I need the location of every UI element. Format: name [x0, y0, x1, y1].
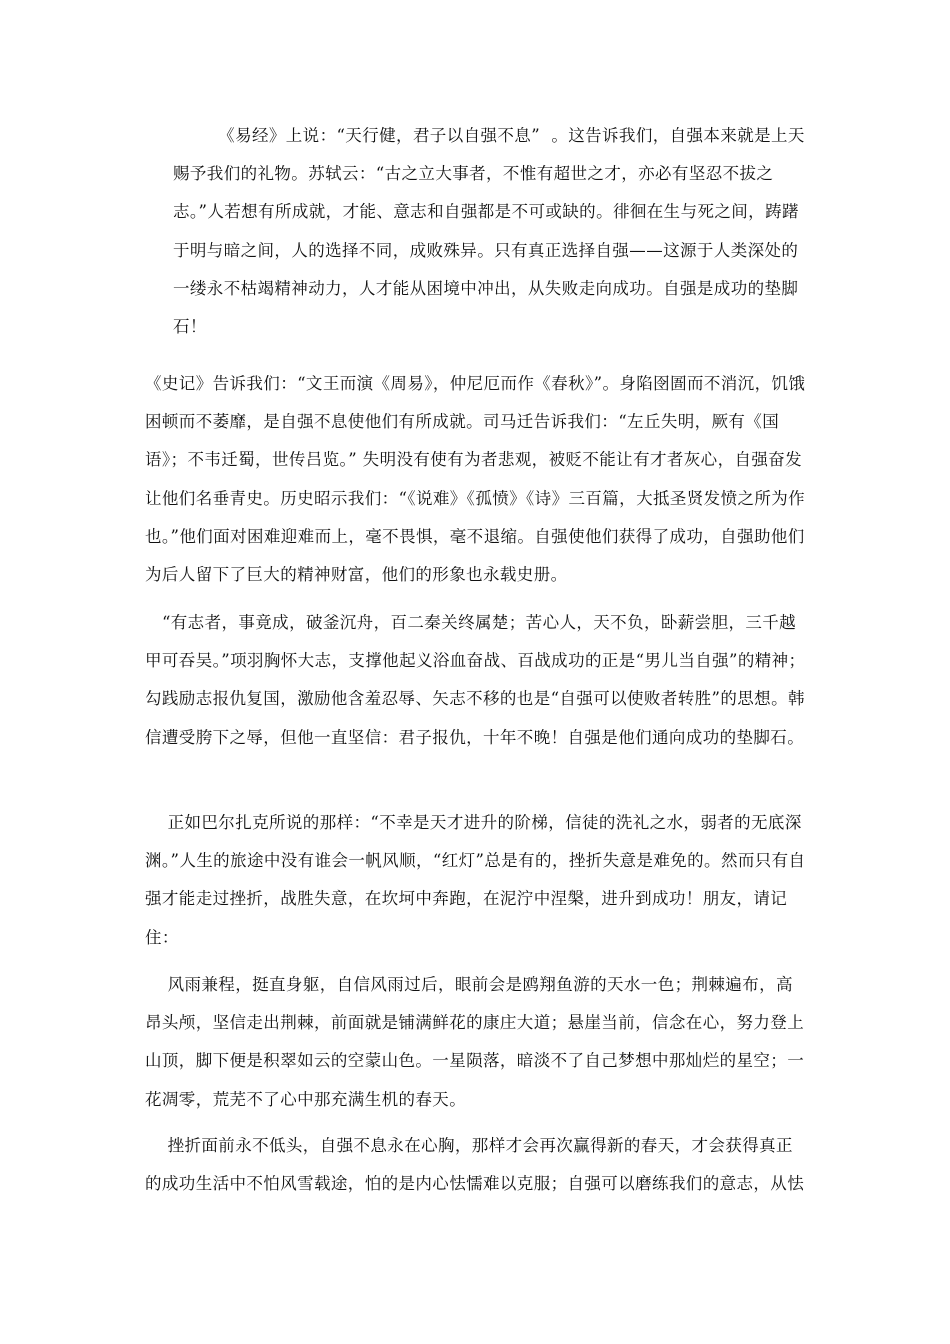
paragraph-2: 《史记》告诉我们：“文王而演《周易》，仲尼厄而作《春秋》”。身陷囹圄而不消沉，饥饿困顿而不萎靡，是自强不息使他们有所成就。司马迁告诉我们：“左丘失明，厥有《国语》；不韦迁蜀，世传吕览。” 失明没有使有为者悲观，被贬不能让有才者灰心，自强奋发让他们名垂青史。历史昭示我们：“《说难》《孤愤》《诗》三百篇，大抵圣贤发愤之所为作也。”他们面对困难迎难而上，毫不畏惧，毫不退缩。自强使他们获得了成功，自强助他们为后人留下了巨大的精神财富，他们的形象也永载史册。: [145, 374, 806, 585]
paragraph-6: 挫折面前永不低头，自强不息永在心胸，那样才会再次赢得新的春天，才会获得真正的成功生活中不怕风雪载途，怕的是内心怯懦难以克服；自强可以磨练我们的意志，从怯: [145, 1136, 805, 1194]
paragraph-5: 风雨兼程，挺直身躯，自信风雨过后，眼前会是鸥翔鱼游的天水一色；荆棘遍布，高昂头颅，坚信走出荆棘，前面就是铺满鲜花的康庄大道；悬崖当前，信念在心，努力登上山顶，脚下便是积翠如云的空蒙山色。一星陨落，暗淡不了自己梦想中那灿烂的星空；一花凋零，荒芜不了心中那充满生机的春天。: [145, 975, 805, 1109]
paragraph-3: “有志者，事竟成，破釜沉舟，百二秦关终属楚；苦心人，天不负，卧薪尝胆，三千越甲可吞吴。”项羽胸怀大志，支撑他起义浴血奋战、百战成功的正是“男儿当自强”的精神；勾践励志报仇复国，激励他含羞忍辱、矢志不移的也是“自强可以使败者转胜”的思想。韩信遭受胯下之辱，但他一直坚信：君子报仇，十年不晚！自强是他们通向成功的垫脚石。: [145, 613, 806, 747]
paragraph-1: 《易经》上说：“天行健，君子以自强不息” 。这告诉我们，自强本来就是上天赐予我们的礼物。苏轼云：“古之立大事者，不惟有超世之才，亦必有坚忍不拔之志。”人若想有所成就，才能、意志和自强都是不可或缺的。徘徊在生与死之间，踌躇于明与暗之间，人的选择不同，成败殊异。只有真正选择自强——这源于人类深处的一缕永不枯竭精神动力，人才能从困境中冲出，从失败走向成功。自强是成功的垫脚石！: [173, 126, 805, 337]
paragraph-4: 正如巴尔扎克所说的那样：“不幸是天才进升的阶梯，信徒的洗礼之水，弱者的无底深渊。”人生的旅途中没有谁会一帆风顺，“红灯”总是有的，挫折失意是难免的。然而只有自强才能走过挫折，战胜失意，在坎坷中奔跑，在泥泞中涅槃，进升到成功！朋友，请记住：: [145, 813, 806, 947]
